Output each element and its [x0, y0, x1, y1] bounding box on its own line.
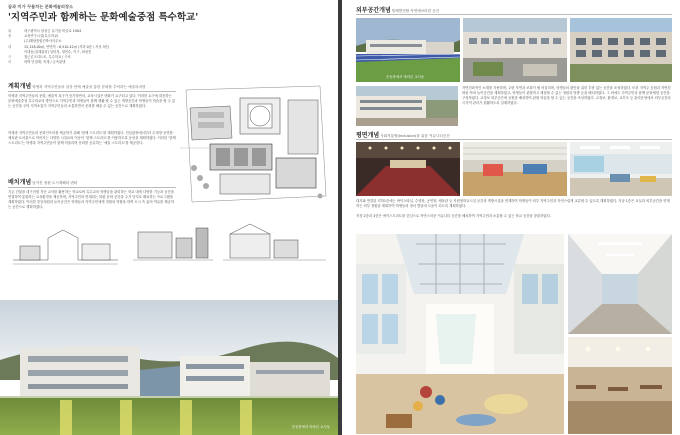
interior-photo-atrium [356, 234, 564, 434]
exterior-photo-building [570, 18, 672, 82]
photo-caption: 운동장에서 바라본 교사동 [291, 425, 330, 429]
section-heading-site-concept: 배치개념남겨진 정원 도시재해의 변화 [8, 179, 78, 186]
interior-photo-classroom [570, 142, 672, 196]
left-page [0, 0, 338, 435]
exterior-photo-track [356, 18, 460, 82]
section-heading-floor-plan: 평면개념사회적통합(Inclusion)을 위한 커뮤니티공간 [356, 132, 450, 139]
floor-plan-text-2: 지상 2층과 3층은 에이스트리트를 중심으로 자연스러운 커뮤니티 공간을 배치하여 지역주민과 소통할 수 있는 학교 공간을 창출하였다. [356, 214, 551, 218]
right-page [342, 0, 680, 435]
plan-concept-text: 학생과 지역주민들의 문화, 예술적 욕구가 증가하면서, 교육시설은 변화가 요구되고 있다. 이러한 요구에 대응하는 문화예술중점 특수학교의 방안으로 지역주민과 학생들이 함께 생활 할 수 있는 개방공간과 학생들이 학습을 할 수 있는 공간을 주어 지역소통이 지역주민들과 소통하면서 문화를 배울 수 있는 공간으로 계획하였다. [8, 94, 176, 108]
info-row: 대 15,128,00㎡, 연면적 : 6,510.42㎡ (지하 0층 / 지상 3층) [8, 44, 110, 49]
exterior-space-text: 자연친화적인 소재를 사용하며, 주변 자연과 조화가 될 어울리며, 학생들의 편안을 위한 부담 없는 공간을 조성하였다. 또한 지역주 공원과 자연친화된 야외 놀이공간을 계획하였고, 학생들이 관찰하고 체험할 수 있는 정원과 텃밭 등을 배치하였다. 그 외에도 지역주민과 함께 문화체험 공간을 구성하였다. 교정보 외부공간에 공원을 배치하여 관찰 학습을 할 수 있는 공간을 조성하였다. 교정보, 환경보, 교부모 등 관리운영에서 외부공간의 시각적 관리가 원활하도록 설계하였다. [462, 86, 671, 105]
section-heading-exterior-space: 외부공간개념힘께발전할 자연예쓰라한 공간 [356, 7, 440, 14]
exterior-photo-courtyard [463, 18, 567, 82]
site-plan-drawing [180, 78, 330, 208]
section-heading-plan-concept: 계획개념학생과 지역주민들의 일상 안에 예술을 통한 문화를 추억하는 예술의마당 [8, 83, 146, 90]
page-title: '지역주민과 함께하는 문화예술중점 특수학교' [8, 12, 199, 23]
section-diagrams [8, 220, 332, 270]
interior-photo-gym [463, 142, 567, 196]
kicker: 꿈과 끼가 꾸물치는 문화예술의장소 [8, 4, 74, 9]
exterior-photo-playground [0, 300, 338, 435]
info-row: 위 대구광역시 달성군 유가읍 비슬로 1904 [8, 29, 82, 33]
interior-photo-cafeteria [568, 337, 672, 434]
interior-photo-auditorium [356, 142, 460, 196]
info-row: 이대동(설계관리) 임미정, 정민수, 이구, 최성진 [24, 49, 92, 54]
exterior-photo-side [356, 86, 458, 126]
info-row: (주)해담종합건축사사무소 [24, 39, 62, 44]
site-concept-text: 기존 건물을 대구건원 지난 교사를 활용하는 학교로써 특수교육 학생들을 관리하는 학교 내에 다양한 기능과 공간을 연결하여 통합하는 교육환경을 제공하며, 지역주민과 연계되는 복합 문화 공간을 주거 단지로 배치하는 프로그램을 계획하였다. 이러한 중앙정원과 놀이공간은 학생들과 지역주민에게 정원의 역할을 하여 도시 속 삶의 여유를 제공하는 공간으로 계획하였다. [8, 190, 174, 209]
info-row: 용 교육연구시설(특수학교) [8, 34, 59, 39]
plan-concept-text-2: 학생과 지역주민들의 문화인프라를 제공하기 위해 '함께 스트리트'를 계획하였다. 진입광장에서부터 수영장·공연장·체육관·도서관으로 이어지는 다양한 시설로의 이동이 '함께 스트리트'를 이용하도록 동선을 계획하였다. 이러한 '함께 스트리트'는 학생과 지역주민들이 함께 어울리며 문화를 공유하는 '예술 스트리트'를 제공한다. [8, 131, 176, 145]
info-row: 마 외벽 단열재, 목재 / 금속판넬 [8, 60, 66, 65]
project-info [8, 29, 158, 65]
interior-photo-corridor [568, 234, 672, 334]
photo-caption: 운동장에서 바라본 교사동 [386, 75, 425, 79]
info-row: 구 철근콘크리트조, 특수학교 / 구조 [8, 55, 71, 60]
floor-plan-text: 대지와 연결된 지하1층에는 바이스타실, 수영장, 공연장, 체육관 등 지원형학교시설 공간과 개방시설을 연계하여 학생들이 외부 지역주민과 자연스럽게 교류할 수 있도록 계획하였다. 지상 1층은 교실과 외부공간을 연계하는 외부 정원을 계획하여 학생들의 정서 발달에 도움이 되도록 계획하였다. [356, 199, 670, 208]
